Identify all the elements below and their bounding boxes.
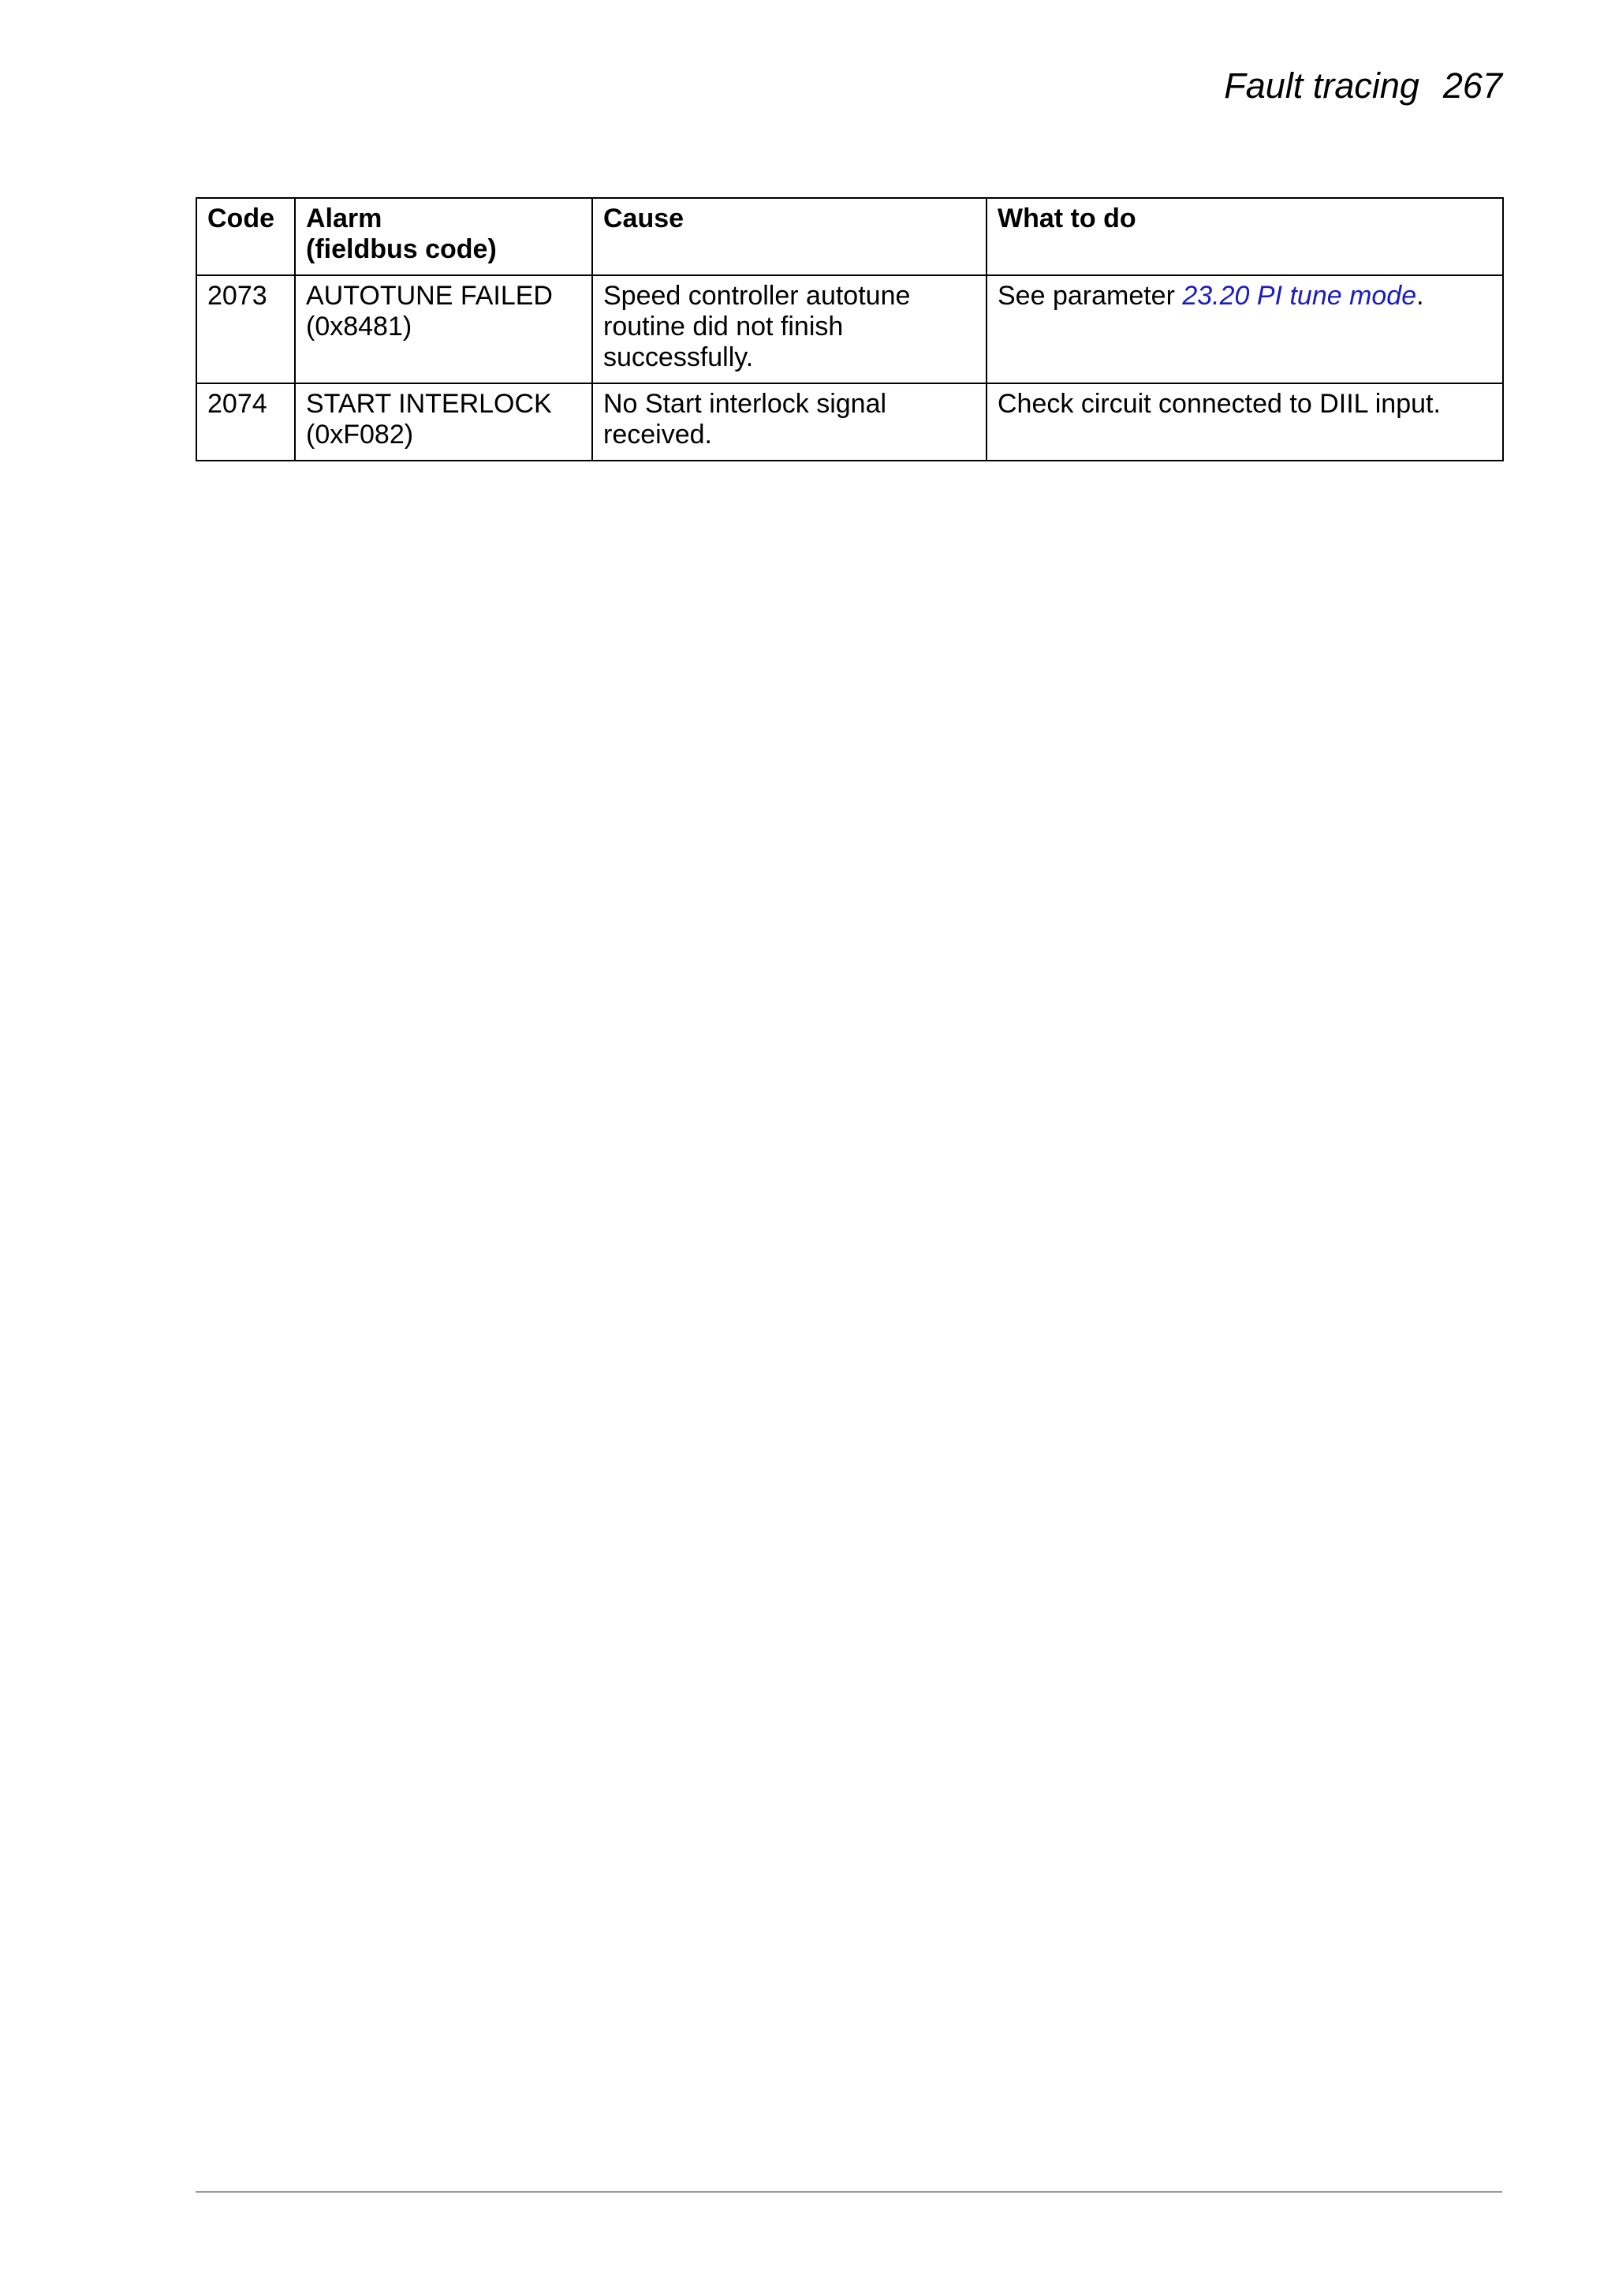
cause-cell xyxy=(592,275,987,383)
page-header xyxy=(1224,65,1502,107)
cause-line: routine did not finish xyxy=(603,312,844,342)
fieldbus-code: (0x8481) xyxy=(306,312,412,342)
footer-rule xyxy=(196,2191,1502,2193)
alarm-name: START INTERLOCK xyxy=(306,389,552,419)
page-number: 267 xyxy=(1442,65,1502,106)
column-header-alarm xyxy=(295,198,592,275)
cause-line: No Start interlock signal xyxy=(603,389,887,419)
parameter-link[interactable]: 23.20 PI tune mode xyxy=(1182,281,1417,311)
alarm-table xyxy=(196,197,1504,461)
cause-line: Speed controller autotune xyxy=(603,281,911,311)
table-row xyxy=(196,383,1503,461)
table-header-row xyxy=(196,198,1503,275)
column-header-what-to-do: What to do xyxy=(987,198,1503,275)
section-title: Fault tracing xyxy=(1224,65,1419,106)
cause-cell xyxy=(592,383,987,461)
what-to-do-cell: Check circuit connected to DIIL input. xyxy=(987,383,1503,461)
column-header-alarm-label: Alarm xyxy=(306,203,382,233)
table-row xyxy=(196,275,1503,383)
alarm-code-cell: 2073 xyxy=(196,275,295,383)
fieldbus-code: (0xF082) xyxy=(306,420,414,450)
what-to-do-cell xyxy=(987,275,1503,383)
alarm-code-cell: 2074 xyxy=(196,383,295,461)
alarm-name-cell xyxy=(295,383,592,461)
cause-line: successfully. xyxy=(603,342,754,372)
cause-line: received. xyxy=(603,420,712,450)
action-prefix: See parameter xyxy=(998,281,1183,311)
action-suffix: . xyxy=(1416,281,1424,311)
column-header-code: Code xyxy=(196,198,295,275)
column-header-fieldbus-label: (fieldbus code) xyxy=(306,234,497,264)
alarm-name: AUTOTUNE FAILED xyxy=(306,281,553,311)
alarm-name-cell xyxy=(295,275,592,383)
column-header-cause: Cause xyxy=(592,198,987,275)
